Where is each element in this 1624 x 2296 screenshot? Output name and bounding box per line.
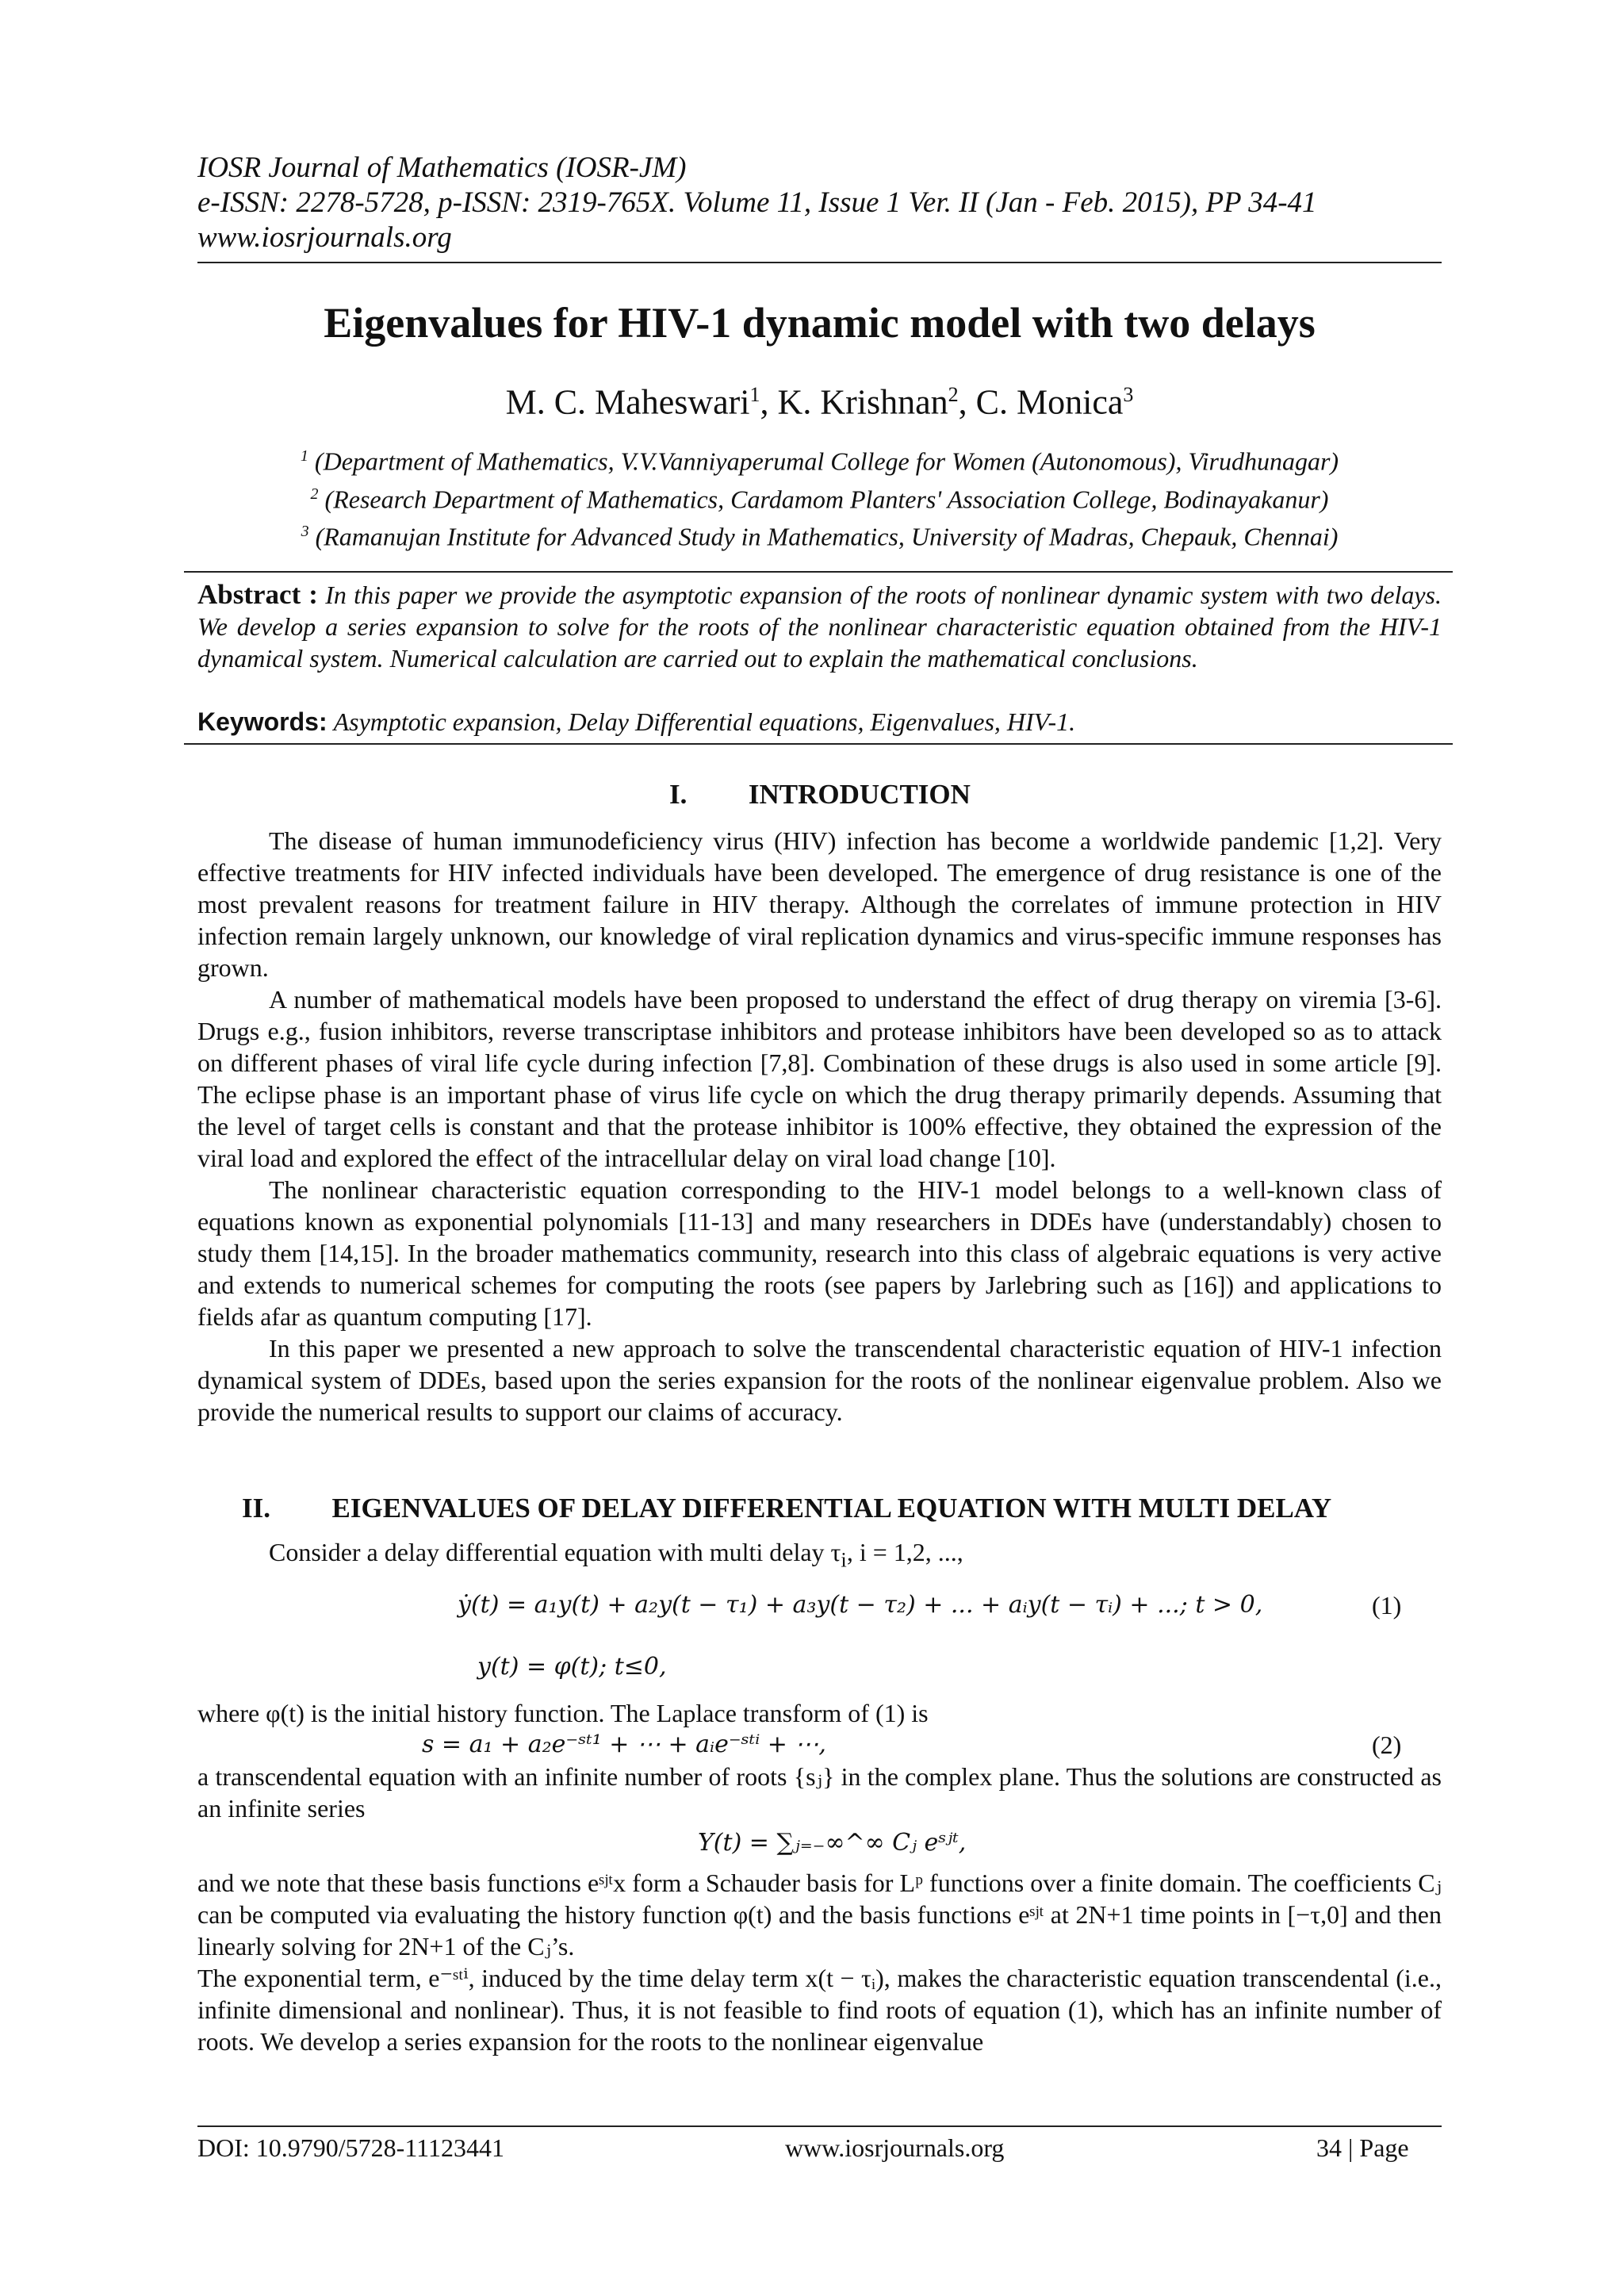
section-2-number: II. [242,1493,270,1524]
paper-title: Eigenvalues for HIV-1 dynamic model with two delays [324,299,1316,347]
affiliation-item [197,516,1442,554]
keywords [197,706,1442,738]
paragraph: In this paper we presented a new approach to solve the transcendental characteristic equation of HIV-1 infection dynamical system of DDEs, based upon the series expansion for the roots of the nonlinear eigenvalue problem. Also we provide the numerical results to support our claims of accuracy. [197,1334,1442,1426]
section-1-title: INTRODUCTION [748,779,971,810]
affiliation-item [197,478,1442,516]
equation-1-number: (1) [1372,1591,1402,1619]
equation-1b: y(t) = φ(t); t≤0, [477,1653,667,1681]
affiliation-text: (Department of Mathematics, V.V.Vanniyaperumal College for Women (Autonomous), Virudhunagar) [314,447,1339,476]
paragraph: a transcendental equation with an infinite number of roots {sⱼ} in the complex plane. Thus the solutions are constructed as an infinite series [197,1762,1442,1823]
keywords-text: Asymptotic expansion, Delay Differential equations, Eigenvalues, HIV-1. [333,707,1076,736]
author-3-sup: 3 [1123,383,1134,406]
abstract-label: Abstract : [197,579,318,610]
journal-header [197,151,1434,255]
footer-site: www.iosrjournals.org [785,2133,1005,2162]
journal-issn: e-ISSN: 2278-5728, p-ISSN: 2319-765X. Volume 11, Issue 1 Ver. II (Jan - Feb. 2015), PP 34-41 [197,186,1317,219]
section-2-heading [242,1491,1331,1526]
affiliation-sup: 2 [310,485,319,503]
affiliation-sup: 1 [300,447,308,465]
paragraph: and we note that these basis functions eˢʲᵗx form a Schauder basis for Lᵖ functions over a finite domain. The coefficients Cⱼ can be computed via evaluating the history function φ(t) and the basis functions eˢʲᵗ at 2N+1 time points in [−τ,0] and then linearly solving for 2N+1 of the Cⱼ’s. [197,1869,1442,1961]
header-rule [197,262,1442,263]
abstract [197,579,1442,674]
section-1-body [197,825,1442,1428]
equation-2-number: (2) [1372,1731,1402,1759]
affiliation-text: (Research Department of Mathematics, Cardamom Planters' Association College, Bodinayakanur) [324,485,1329,514]
footer-doi: DOI: 10.9790/5728-11123441 [197,2133,504,2162]
journal-url: www.iosrjournals.org [197,221,452,254]
section-1-number: I. [669,779,688,810]
abstract-bottom-rule [184,743,1453,745]
abstract-text: In this paper we provide the asymptotic expansion of the roots of nonlinear dynamic system with two delays. We develop a series expansion to solve for the roots of the nonlinear characteristic equation obtained from the HIV-1 dynamical system. Numerical calculation are carried out to explain the mathematical conclusions. [197,581,1442,673]
footer-rule [197,2125,1442,2127]
author-1-sup: 1 [749,383,760,406]
author-1: M. C. Maheswari [505,382,750,422]
author-2: , K. Krishnan [760,382,948,422]
paragraph: A number of mathematical models have been proposed to understand the effect of drug therapy on viremia [3-6]. Drugs e.g., fusion inhibitors, reverse transcriptase inhibitors and protease inhibitors have been developed so as to attack on different phases of viral life cycle during infection [7,8]. Combination of these drugs is also used in some article [9]. The eclipse phase is an important phase of virus life cycle on which the drug therapy primarily depends. Assuming that the level of target cells is constant and that the protease inhibitor is 100% effective, they obtained the expression of the viral load and explored the effect of the intracellular delay on viral load change [10]. [197,985,1442,1172]
affiliation-item [197,440,1442,478]
equation-3: Y(t) = ∑ⱼ₌₋∞^∞ Cⱼ eˢʲᵗ, [698,1829,967,1857]
author-2-sup: 2 [948,383,959,406]
affiliation-list [197,440,1442,554]
paragraph: The disease of human immunodeficiency virus (HIV) infection has become a worldwide pandemic [1,2]. Very effective treatments for HIV infected individuals have been developed. The emergence of drug resistance is one of the most prevalent reasons for treatment failure in HIV therapy. Although the correlates of immune protection in HIV infection remain largely unknown, our knowledge of viral replication dynamics and virus-specific immune responses has grown. [197,826,1442,982]
intro-text: Consider a delay differential equation with multi delay τ [269,1538,841,1566]
keywords-label: Keywords: [197,707,327,736]
where-line: where φ(t) is the initial history function. The Laplace transform of (1) is [197,1699,929,1727]
abstract-top-rule [184,571,1453,573]
author-3: , C. Monica [958,382,1124,422]
section-2-intro [197,1536,1442,1575]
equation-2: s = a₁ + a₂e⁻ˢᵗ¹ + ⋯ + aᵢe⁻ˢᵗⁱ + ⋯, [422,1731,826,1758]
paragraph: The exponential term, e⁻ˢᵗⁱ, induced by the time delay term x(t − τᵢ), makes the characteristic equation transcendental (i.e., infinite dimensional and nonlinear). Thus, it is not feasible to find roots of equation (1), which has an infinite number of roots. We develop a series expansion for the roots to the nonlinear eigenvalue [197,1964,1442,2056]
section-1-heading [669,777,971,812]
section-2-title: EIGENVALUES OF DELAY DIFFERENTIAL EQUATION WITH MULTI DELAY [331,1493,1332,1524]
affiliation-sup: 3 [301,523,309,541]
author-list [197,373,1442,425]
intro-sub: i [841,1547,847,1572]
journal-name: IOSR Journal of Mathematics (IOSR-JM) [197,151,687,184]
affiliation-text: (Ramanujan Institute for Advanced Study in Mathematics, University of Madras, Chepauk, Chennai) [315,522,1339,551]
equation-1: ẏ(t) = a₁y(t) + a₂y(t − τ₁) + a₃y(t − τ₂) + ... + aᵢy(t − τᵢ) + ...; t > 0, [458,1591,1263,1619]
paragraph: The nonlinear characteristic equation corresponding to the HIV-1 model belongs to a well-known class of equations known as exponential polynomials [11-13] and many researchers in DDEs have (understandably) chosen to study them [14,15]. In the broader mathematics community, research into this class of algebraic equations is very active and extends to numerical schemes for computing the roots (see papers by Jarlebring such as [16]) and applications to fields afar as quantum computing [17]. [197,1175,1442,1331]
footer-page: 34 | Page [1316,2133,1409,2162]
intro-tail: , i = 1,2, ..., [846,1538,963,1566]
